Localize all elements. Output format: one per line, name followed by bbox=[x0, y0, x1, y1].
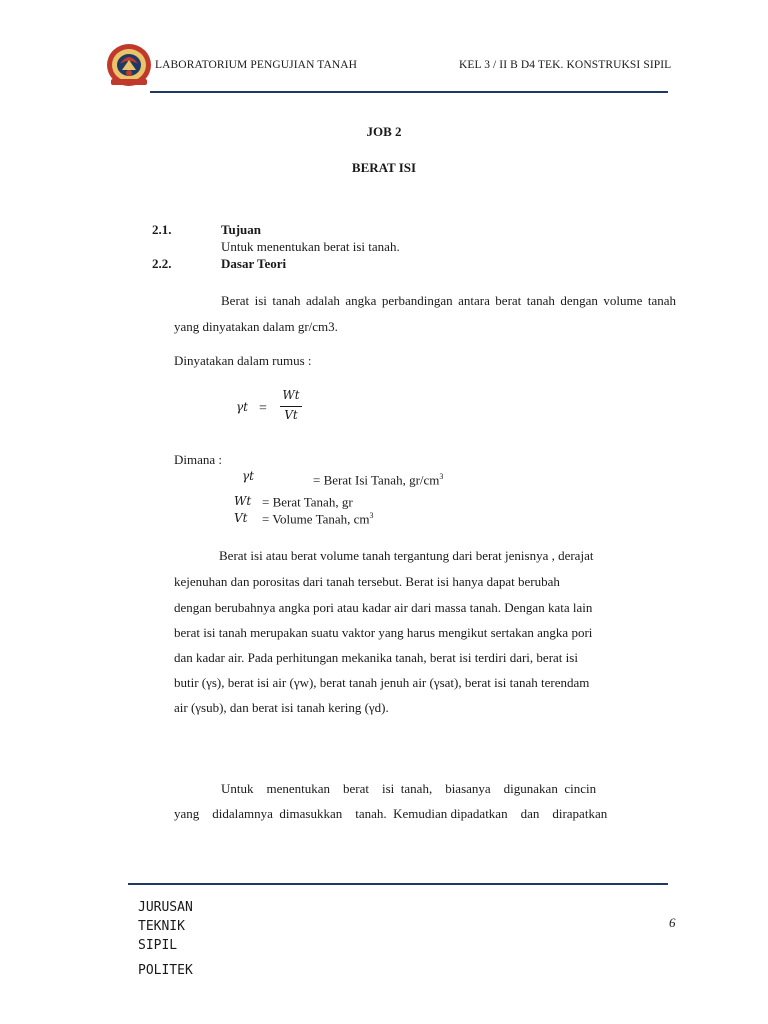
job-title: JOB 2 bbox=[366, 124, 402, 139]
footer-line: SIPIL bbox=[138, 938, 178, 953]
theory-paragraph-2-line: dengan berubahnya angka pori atau kadar air dari massa tanah. Dengan kata lain bbox=[174, 600, 593, 615]
theory-paragraph-3-line: Untuk menentukan berat isi tanah, biasanya digunakan cincin bbox=[221, 781, 597, 796]
section-number-2-2: 2.2. bbox=[152, 256, 172, 271]
formula-lhs: γt bbox=[236, 400, 248, 414]
theory-paragraph-2-line: Berat isi atau berat volume tanah tergantung dari berat jenisnya , derajat bbox=[219, 548, 594, 563]
theory-paragraph-2-line: dan kadar air. Pada perhitungan mekanika tanah, berat isi terdiri dari, berat isi bbox=[174, 650, 578, 665]
definition-symbol: γt bbox=[242, 469, 254, 483]
document-title: BERAT ISI bbox=[351, 160, 417, 175]
formula-fraction-bar bbox=[280, 406, 302, 407]
page-number: 6 bbox=[669, 915, 676, 930]
formula-numerator: Wt bbox=[282, 388, 300, 402]
section-text-tujuan: Untuk menentukan berat isi tanah. bbox=[221, 239, 400, 254]
institution-logo bbox=[106, 40, 152, 88]
theory-paragraph-2-line: air (γsub), dan berat isi tanah kering (γd). bbox=[174, 700, 389, 715]
theory-paragraph-2-line: berat isi tanah merupakan suatu vaktor yang harus mengikut sertakan angka pori bbox=[174, 625, 593, 640]
definition-text: = Berat Tanah, gr bbox=[262, 494, 353, 510]
section-number-2-1: 2.1. bbox=[152, 222, 172, 237]
footer-department bbox=[138, 898, 193, 955]
footer-line: TEKNIK bbox=[138, 919, 185, 934]
header-right-text: KEL 3 / II B D4 TEK. KONSTRUKSI SIPIL bbox=[459, 59, 672, 71]
theory-paragraph-3-line: yang didalamnya dimasukkan tanah. Kemudian dipadatkan dan dirapatkan bbox=[174, 806, 608, 821]
definition-symbol: Wt bbox=[234, 494, 252, 508]
where-label: Dimana : bbox=[174, 452, 223, 467]
formula-equals: = bbox=[259, 401, 267, 416]
footer-institution: POLITEK bbox=[138, 963, 193, 978]
section-title-tujuan: Tujuan bbox=[221, 222, 261, 237]
definition-text: = Volume Tanah, $cm^3$ bbox=[262, 511, 374, 527]
formula-denominator: Vt bbox=[284, 408, 298, 422]
footer-divider bbox=[128, 883, 668, 885]
header-divider bbox=[150, 91, 668, 93]
footer-line: JURUSAN bbox=[138, 900, 193, 915]
definition-text: = Berat Isi Tanah, $gr/cm^3$ bbox=[313, 472, 444, 488]
definition-symbol: Vt bbox=[234, 511, 248, 525]
header-left-text: LABORATORIUM PENGUJIAN TANAH bbox=[155, 59, 358, 71]
theory-paragraph-2-line: kejenuhan dan porositas dari tanah tersebut. Berat isi hanya dapat berubah bbox=[174, 574, 560, 589]
theory-paragraph-2-line: butir (γs), berat isi air (γw), berat tanah jenuh air (γsat), berat isi tanah terendam bbox=[174, 675, 590, 690]
section-title-dasar-teori: Dasar Teori bbox=[221, 256, 287, 271]
theory-paragraph-1: Berat isi tanah adalah angka perbandingan antara berat tanah dengan volume tanah yang dinyatakan dalam gr/cm3. bbox=[174, 293, 676, 334]
formula-intro: Dinyatakan dalam rumus : bbox=[174, 353, 312, 368]
